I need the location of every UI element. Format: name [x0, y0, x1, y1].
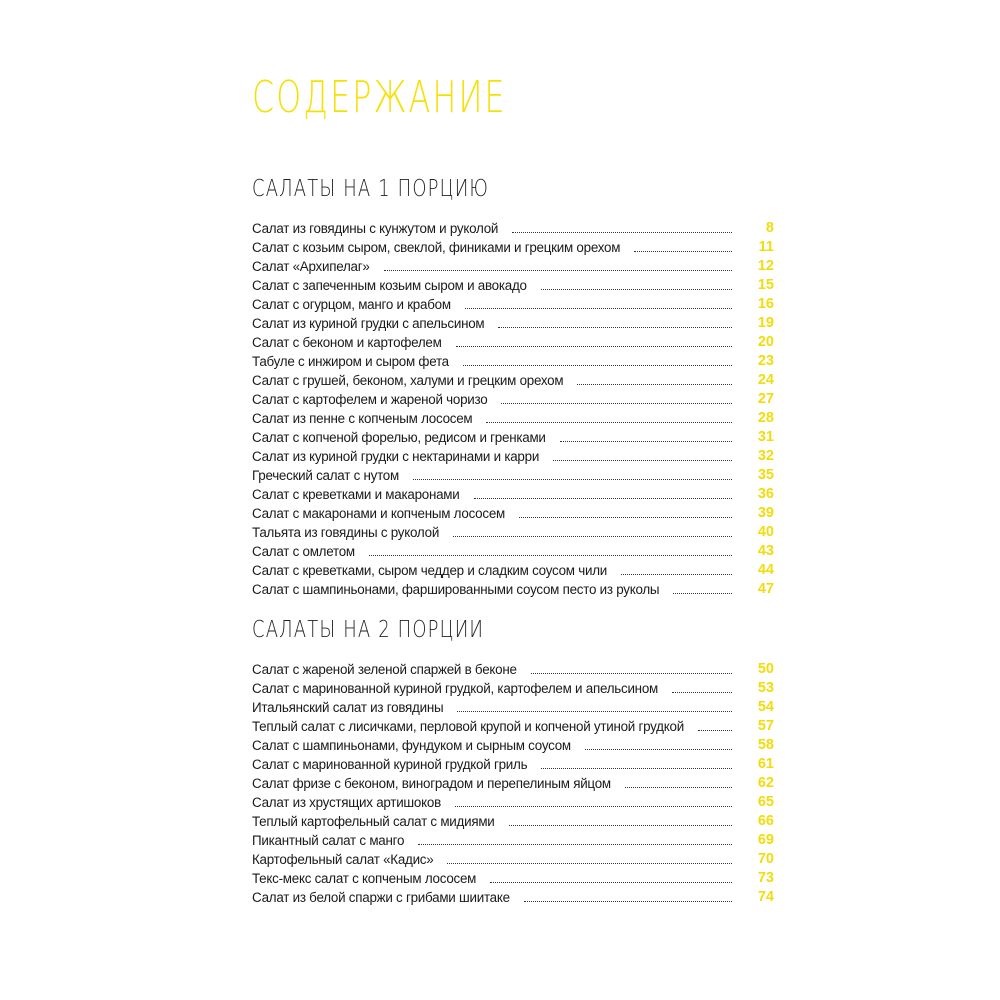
dot-leader	[531, 673, 732, 674]
toc-entry	[252, 332, 774, 351]
entry-title: Картофельный салат «Кадис»	[252, 852, 434, 867]
entry-page-number: 11	[758, 239, 774, 255]
dot-leader	[453, 536, 732, 537]
dot-leader	[369, 555, 732, 556]
entry-page-number: 12	[757, 258, 774, 274]
entry-title: Салат из белой спаржи с грибами шиитаке	[252, 890, 510, 905]
dot-leader	[474, 498, 733, 499]
dot-leader	[463, 365, 732, 366]
dot-leader	[519, 517, 732, 518]
entry-title: Салат с картофелем и жареной чоризо	[252, 392, 488, 407]
toc-entry	[252, 735, 774, 754]
toc-entry	[252, 313, 774, 332]
entry-title: Табуле с инжиром и сыром фета	[252, 354, 449, 369]
entry-page-number: 65	[757, 794, 774, 810]
toc-entry	[252, 522, 774, 541]
dot-leader	[672, 692, 732, 693]
entry-page-number: 20	[757, 334, 774, 350]
toc-entry	[252, 294, 774, 313]
dot-leader	[673, 593, 732, 594]
entry-title: Салат с огурцом, манго и крабом	[252, 297, 451, 312]
toc-entry	[252, 427, 774, 446]
toc-entry	[252, 678, 774, 697]
dot-leader	[509, 825, 732, 826]
toc-entry	[252, 754, 774, 773]
entry-title: Теплый картофельный салат с мидиями	[252, 814, 495, 829]
toc-entry	[252, 697, 774, 716]
dot-leader	[512, 232, 732, 233]
dot-leader	[625, 787, 732, 788]
dot-leader	[621, 574, 732, 575]
dot-leader	[498, 327, 732, 328]
entry-title: Салат с грушей, беконом, халуми и грецким орехом	[252, 373, 564, 388]
toc-entry	[252, 389, 774, 408]
entry-title: Салат с жареной зеленой спаржей в беконе	[252, 662, 517, 677]
toc-entry	[252, 465, 774, 484]
toc-entry	[252, 237, 774, 256]
dot-leader	[553, 460, 732, 461]
entry-page-number: 24	[757, 372, 774, 388]
entry-page-number: 32	[757, 448, 774, 464]
entry-title: Салат с запеченным козьим сыром и авокадо	[252, 278, 527, 293]
toc-entry	[252, 370, 774, 389]
toc-entry	[252, 716, 774, 735]
entry-page-number: 44	[757, 562, 774, 578]
toc-entry	[252, 351, 774, 370]
entry-title: Салат из хрустящих артишоков	[252, 795, 441, 810]
toc-entry	[252, 275, 774, 294]
dot-leader	[541, 768, 732, 769]
entry-page-number: 69	[757, 832, 774, 848]
dot-leader	[455, 806, 732, 807]
entry-page-number: 27	[757, 391, 774, 407]
dot-leader	[457, 711, 732, 712]
entry-title: Салат из куриной грудки с нектаринами и карри	[252, 449, 540, 464]
entry-page-number: 8	[765, 220, 774, 236]
entry-page-number: 43	[757, 543, 774, 559]
entry-title: Салат фризе с беконом, виноградом и перепелиным яйцом	[252, 776, 611, 791]
entry-page-number: 36	[757, 486, 774, 502]
entry-page-number: 23	[757, 353, 774, 369]
entry-page-number: 35	[757, 467, 774, 483]
entry-title: Салат с копченой форелью, редисом и гренками	[252, 430, 546, 445]
entry-title: Теплый салат с лисичками, перловой крупой и копченой утиной грудкой	[252, 719, 684, 734]
section-heading: САЛАТЫ НА 2 ПОРЦИИ	[252, 617, 485, 643]
entry-page-number: 70	[757, 851, 774, 867]
toc-entry	[252, 256, 774, 275]
dot-leader	[585, 749, 732, 750]
entry-title: Салат из говядины с кунжутом и руколой	[252, 221, 499, 236]
section-heading: САЛАТЫ НА 1 ПОРЦИЮ	[252, 176, 490, 202]
toc-entry	[252, 503, 774, 522]
toc-entry	[252, 541, 774, 560]
toc-entry	[252, 868, 774, 887]
dot-leader	[634, 251, 732, 252]
toc-entry	[252, 579, 774, 598]
entry-title: Салат из пенне с копченым лососем	[252, 411, 473, 426]
entry-title: Салат с шампиньонами, фундуком и сырным соусом	[252, 738, 571, 753]
entry-title: Тальята из говядины с руколой	[252, 525, 440, 540]
toc-entry	[252, 446, 774, 465]
toc-entry	[252, 792, 774, 811]
dot-leader	[418, 844, 732, 845]
dot-leader	[541, 289, 732, 290]
entry-title: Салат с омлетом	[252, 544, 355, 559]
entry-title: Салат с козьим сыром, свеклой, финиками и грецким орехом	[252, 240, 621, 255]
entry-list	[252, 659, 774, 906]
entry-page-number: 15	[757, 277, 774, 293]
toc-entry	[252, 830, 774, 849]
entry-page-number: 73	[757, 870, 774, 886]
dot-leader	[560, 441, 732, 442]
dot-leader	[501, 403, 732, 404]
entry-page-number: 39	[757, 505, 774, 521]
entry-page-number: 28	[757, 410, 774, 426]
toc-entry	[252, 408, 774, 427]
entry-page-number: 16	[757, 296, 774, 312]
dot-leader	[698, 730, 732, 731]
entry-page-number: 57	[757, 718, 774, 734]
toc-entry	[252, 218, 774, 237]
entry-page-number: 54	[757, 699, 774, 715]
entry-page-number: 58	[757, 737, 774, 753]
entry-list	[252, 218, 774, 598]
entry-page-number: 66	[757, 813, 774, 829]
entry-title: Салат с маринованной куриной грудкой, картофелем и апельсином	[252, 681, 658, 696]
entry-page-number: 50	[757, 661, 774, 677]
section-2-portions	[252, 617, 774, 906]
dot-leader	[447, 863, 732, 864]
entry-title: Итальянский салат из говядины	[252, 700, 444, 715]
entry-title: Салат с маринованной куриной грудкой гриль	[252, 757, 528, 772]
dot-leader	[384, 270, 732, 271]
entry-title: Салат с макаронами и копченым лососем	[252, 506, 505, 521]
entry-page-number: 62	[757, 775, 774, 791]
entry-page-number: 74	[757, 889, 774, 905]
toc-entry	[252, 811, 774, 830]
toc-entry	[252, 560, 774, 579]
entry-title: Салат с креветками и макаронами	[252, 487, 460, 502]
toc-entry	[252, 484, 774, 503]
toc-entry	[252, 849, 774, 868]
dot-leader	[486, 422, 732, 423]
entry-title: Текс-мекс салат с копченым лососем	[252, 871, 477, 886]
entry-page-number: 40	[757, 524, 774, 540]
toc-entry	[252, 773, 774, 792]
entry-page-number: 61	[757, 756, 774, 772]
dot-leader	[524, 901, 732, 902]
dot-leader	[413, 479, 732, 480]
entry-title: Салат из куриной грудки с апельсином	[252, 316, 485, 331]
entry-page-number: 19	[757, 315, 774, 331]
page-title: СОДЕРЖАНИЕ	[252, 72, 507, 123]
dot-leader	[490, 882, 732, 883]
entry-title: Греческий салат с нутом	[252, 468, 399, 483]
entry-page-number: 53	[757, 680, 774, 696]
entry-title: Салат с беконом и картофелем	[252, 335, 442, 350]
dot-leader	[456, 346, 732, 347]
dot-leader	[465, 308, 732, 309]
entry-page-number: 31	[757, 429, 774, 445]
section-1-portion	[252, 176, 774, 598]
toc-entry	[252, 887, 774, 906]
entry-title: Салат «Архипелаг»	[252, 259, 370, 274]
entry-title: Салат с креветками, сыром чеддер и сладким соусом чили	[252, 563, 607, 578]
entry-page-number: 47	[757, 581, 774, 597]
toc-entry	[252, 659, 774, 678]
dot-leader	[577, 384, 732, 385]
entry-title: Салат с шампиньонами, фаршированными соусом песто из руколы	[252, 582, 660, 597]
entry-title: Пикантный салат с манго	[252, 833, 405, 848]
